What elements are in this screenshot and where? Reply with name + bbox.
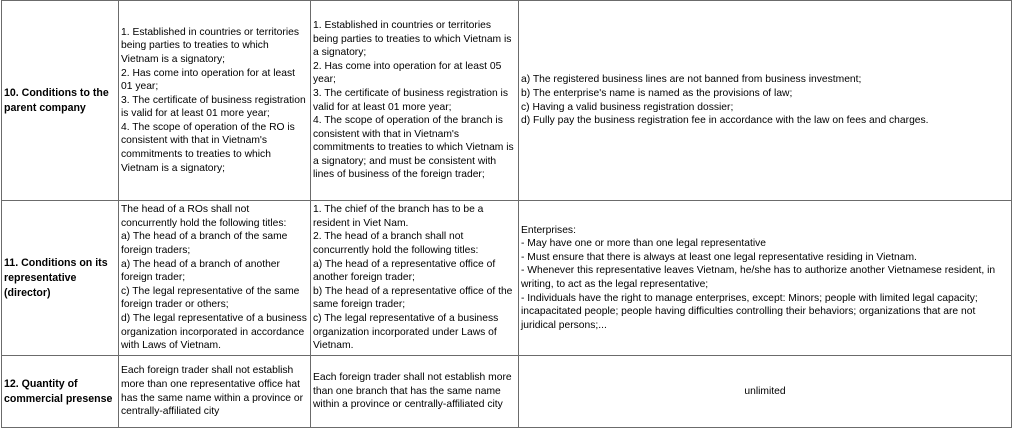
ro-conditions-cell bbox=[119, 1, 311, 201]
row-label: 11. Conditions on its representative (director) bbox=[2, 201, 119, 356]
branch-representative-cell bbox=[311, 201, 519, 356]
enterprise-representative-cell bbox=[519, 201, 1012, 356]
branch-condition-line: 1. Established in countries or territories being parties to treaties to which Vietnam is a signatory; bbox=[313, 19, 512, 59]
enterprise-representative-line: - Whenever this representative leaves Vietnam, he/she has to authorize another Vietnamese resident, in writing, to act as the legal representative; bbox=[521, 265, 996, 290]
ro-representative-line: a) The head of a branch of another foreign trader; bbox=[121, 258, 280, 284]
ro-representative-cell bbox=[119, 201, 311, 356]
enterprise-condition-line: b) The enterprise's name is named as the provisions of law; bbox=[521, 87, 793, 99]
enterprise-condition-line: d) Fully pay the business registration fee in accordance with the law on fees and charges. bbox=[521, 115, 929, 127]
branch-representative-line: b) The head of a representative office of the same foreign trader; bbox=[313, 285, 513, 311]
ro-representative-line: The head of a ROs shall not concurrently hold the following titles: bbox=[121, 204, 287, 229]
ro-representative-line: d) The legal representative of a business organization incorporated in accordance with Laws of Vietnam. bbox=[121, 312, 307, 352]
ro-quantity-text: Each foreign trader shall not establish more than one representative office hat has the same name within a province or centrally-affiliated city bbox=[121, 365, 304, 418]
enterprise-condition-line: c) Having a valid business registration dossier; bbox=[521, 101, 734, 113]
branch-representative-line: c) The legal representative of a business organization incorporated under Laws of Vietnam. bbox=[313, 312, 499, 352]
enterprise-representative-line: Enterprises: bbox=[521, 224, 576, 236]
enterprise-representative-line: - Must ensure that there is always at least one legal representative residing in Vietnam. bbox=[521, 251, 917, 263]
enterprise-quantity-text: unlimited bbox=[744, 385, 786, 397]
ro-condition-line: 3. The certificate of business registration is valid for at least 01 more year; bbox=[121, 94, 306, 120]
enterprise-representative-line: - Individuals have the right to manage enterprises, except: Minors; people with limited legal capacity; incapacitated people; people having difficulties controlling their behaviors; organizations that are not juridical persons;... bbox=[521, 292, 978, 331]
enterprise-conditions-cell bbox=[519, 1, 1012, 201]
enterprise-quantity-cell bbox=[519, 356, 1012, 428]
table-row bbox=[2, 1, 1012, 201]
enterprise-condition-line: a) The registered business lines are not banned from business investment; bbox=[521, 74, 862, 86]
table-row bbox=[2, 356, 1012, 428]
ro-quantity-cell bbox=[119, 356, 311, 428]
branch-condition-line: 4. The scope of operation of the branch is consistent with that in Vietnam's commitments to treaties to which Vietnam is a signatory; and must be consistent with lines of business of the foreign trader; bbox=[313, 115, 514, 181]
ro-condition-line: 1. Established in countries or territories being parties to treaties to which Vietnam is a signatory; bbox=[121, 26, 299, 65]
comparison-table bbox=[1, 0, 1012, 428]
ro-representative-line: a) The head of a branch of the same foreign traders; bbox=[121, 231, 288, 257]
ro-representative-line: c) The legal representative of the same foreign trader or others; bbox=[121, 285, 300, 311]
branch-representative-line: a) The head of a representative office of another foreign trader; bbox=[313, 258, 496, 284]
row-label: 10. Conditions to the parent company bbox=[2, 1, 119, 201]
branch-representative-line: 1. The chief of the branch has to be a resident in Viet Nam. bbox=[313, 204, 484, 229]
enterprise-representative-line: - May have one or more than one legal representative bbox=[521, 238, 766, 250]
ro-condition-line: 2. Has come into operation for at least 01 year; bbox=[121, 67, 295, 93]
branch-conditions-cell bbox=[311, 1, 519, 201]
row-label: 12. Quantity of commercial presense bbox=[2, 356, 119, 428]
branch-quantity-cell bbox=[311, 356, 519, 428]
branch-condition-line: 3. The certificate of business registration is valid for at least 01 more year; bbox=[313, 87, 508, 113]
ro-condition-line: 4. The scope of operation of the RO is consistent with that in Vietnam's commitments to treaties to which Vietnam is a signatory; bbox=[121, 121, 295, 174]
branch-condition-line: 2. Has come into operation for at least 05 year; bbox=[313, 60, 502, 86]
table-row bbox=[2, 201, 1012, 356]
branch-quantity-text: Each foreign trader shall not establish more than one branch that has the same name within a province or centrally-affiliated city bbox=[313, 372, 512, 411]
branch-representative-line: 2. The head of a branch shall not concurrently hold the following titles: bbox=[313, 231, 479, 257]
